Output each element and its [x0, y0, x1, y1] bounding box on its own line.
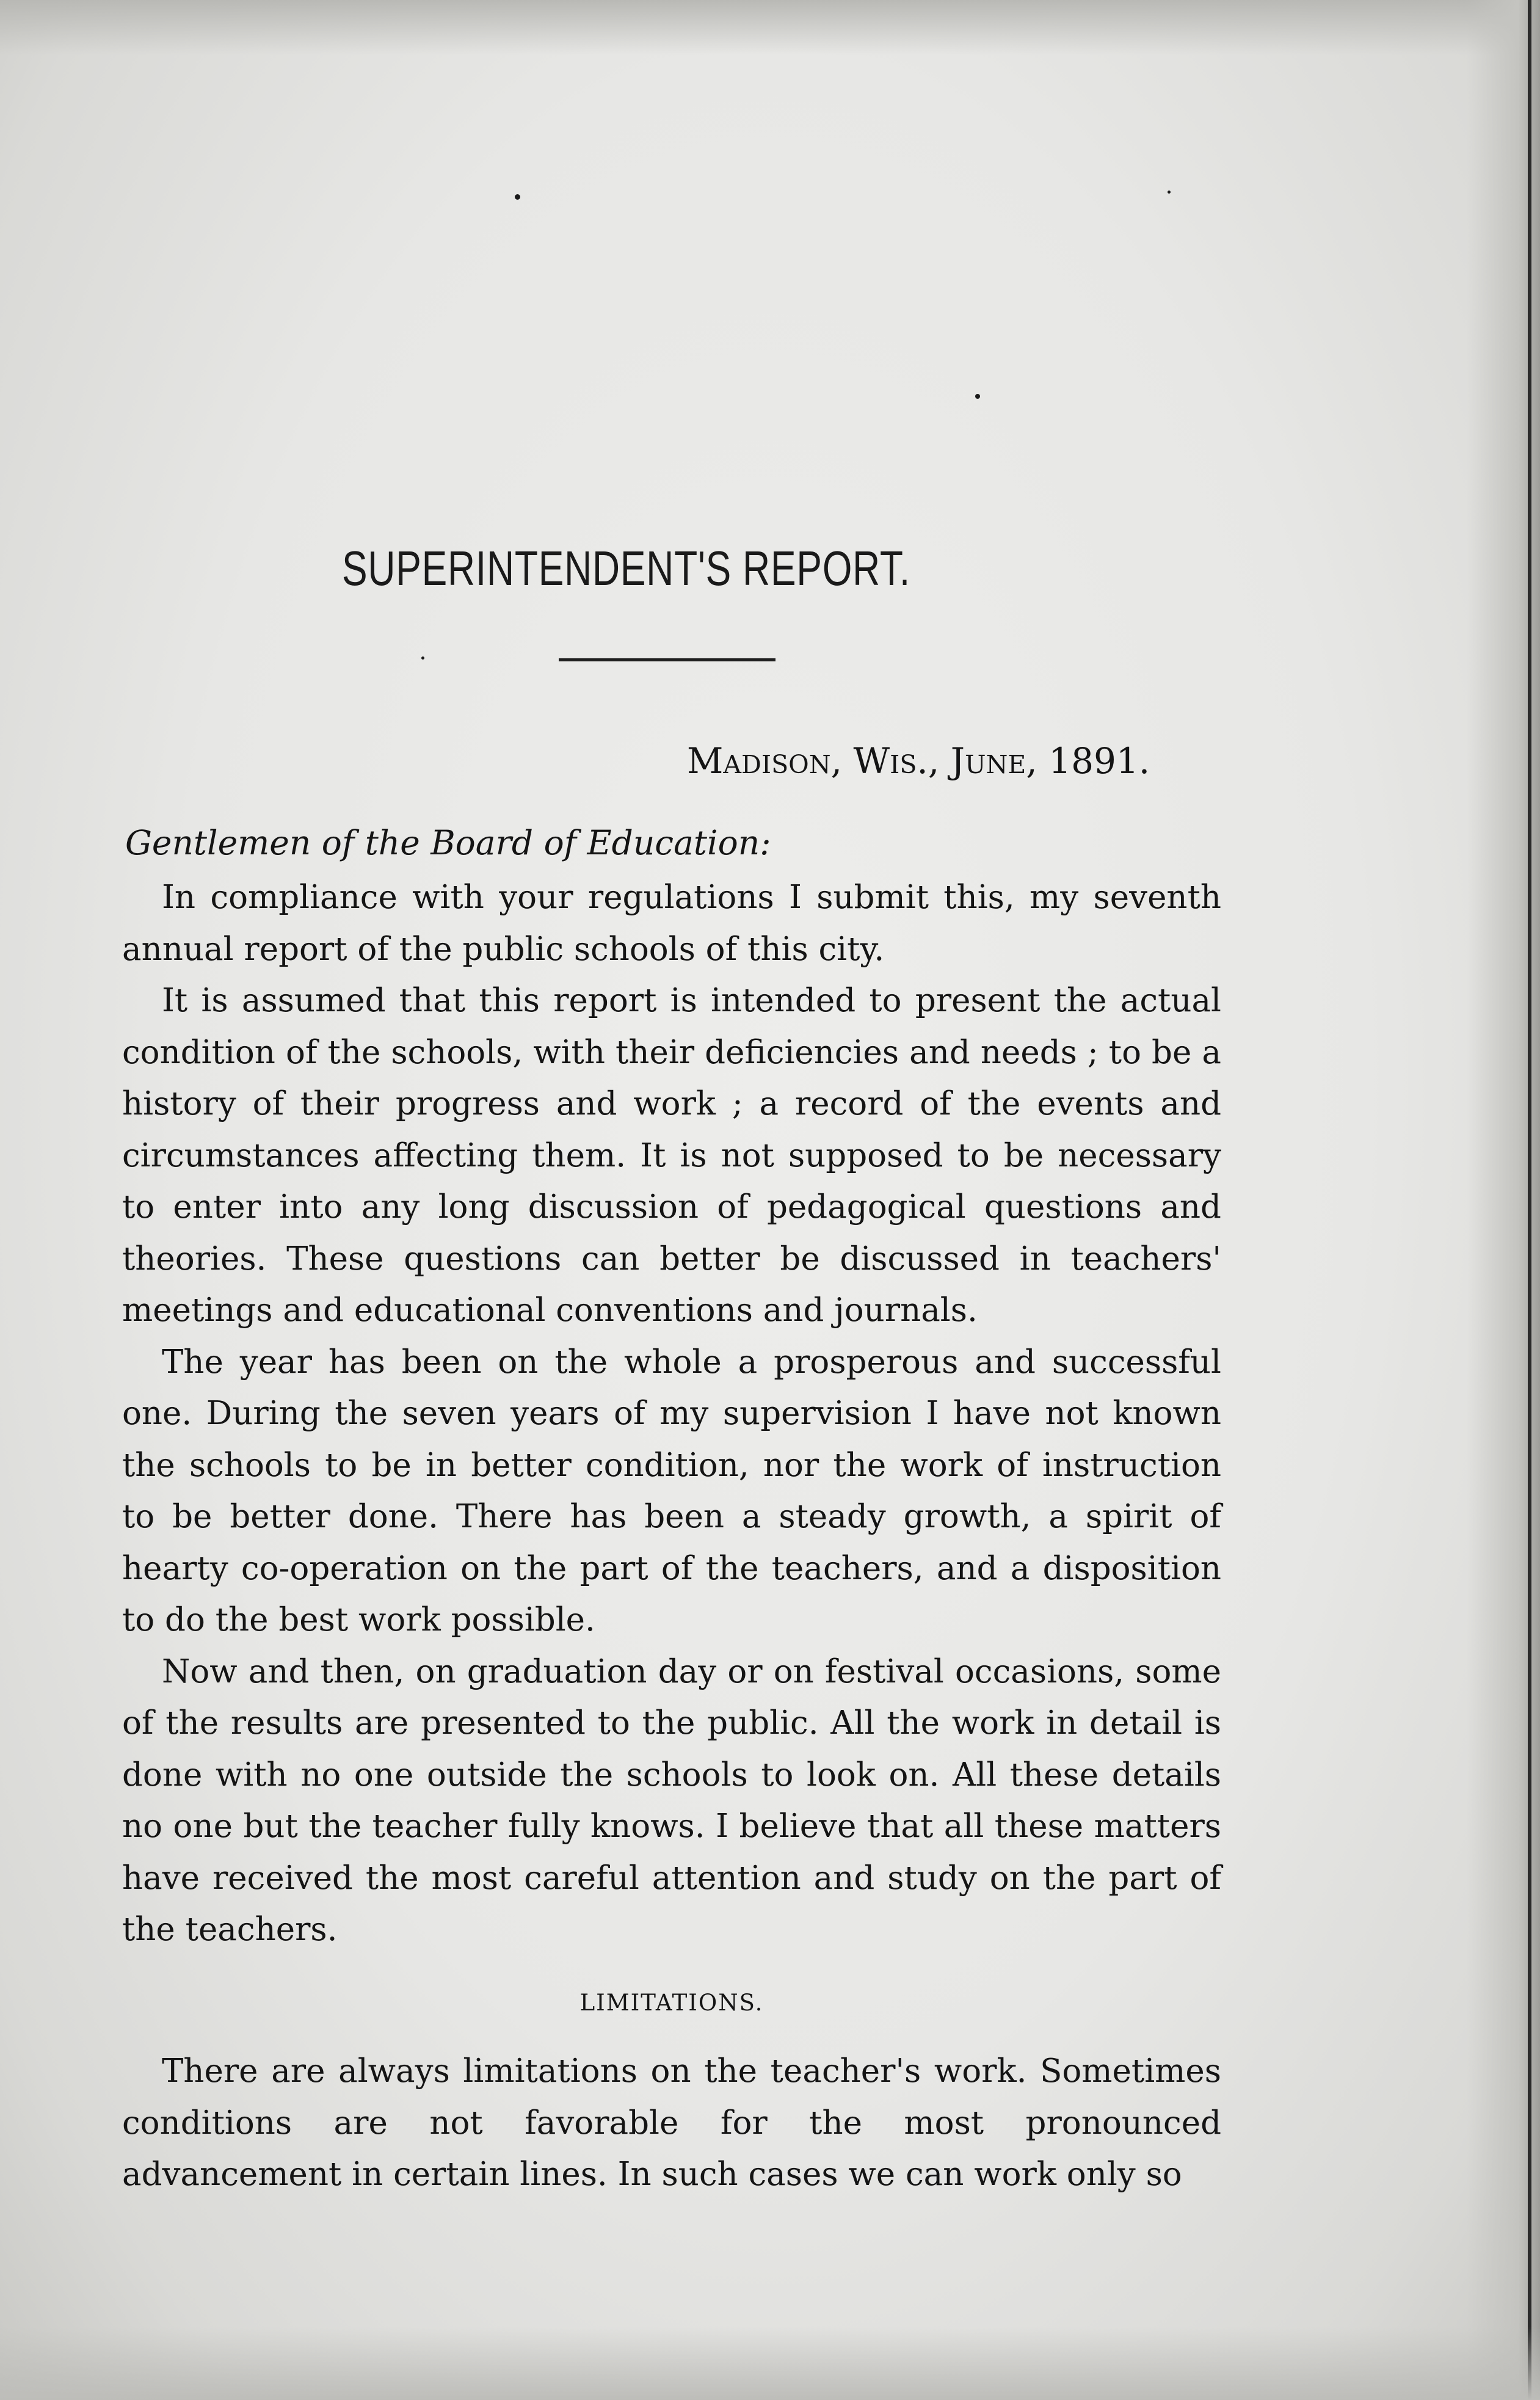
paragraph: The year has been on the whole a prosperous and successful one. During the seven years of my supervision I have not known the schools to be in better condition, nor the work of instruction to be better done. There has been a steady growth, a spirit of hearty co-operation on the part of the teachers, and a disposition to do the best work possible.	[122, 1343, 1221, 1638]
paragraph: Now and then, on graduation day or on festival occasions, some of the results are presented to the public. All the work in detail is done with no one outside the schools to look on. All these details no one but the teacher fully knows. I believe that all these matters have received the most careful attention and study on the part of the teachers.	[122, 1653, 1221, 1948]
salutation: Gentlemen of the Board of Education:	[125, 823, 771, 862]
page-title: SUPERINTENDENT'S REPORT.	[342, 541, 910, 595]
page-bottom-shadow	[0, 2327, 1540, 2400]
page-binding-edge	[1528, 0, 1531, 2400]
scan-speck	[1168, 191, 1171, 194]
page-top-shadow	[0, 0, 1540, 55]
section-heading: LIMITATIONS.	[579, 1990, 764, 2016]
scan-speck	[975, 394, 980, 399]
section-body	[122, 2046, 1221, 2201]
scan-speck	[515, 194, 520, 200]
report-body	[122, 872, 1221, 1956]
scan-speck	[421, 656, 424, 660]
paragraph: It is assumed that this report is intended to present the actual condition of the schools, with their deficiencies and needs ; to be a history of their progress and work ; a record of the events and circumstances affecting them. It is not supposed to be necessary to enter into any long discussion of pedagogical questions and theories. These questions can better be discussed in teachers' meetings and educational conventions and journals.	[122, 982, 1221, 1329]
title-divider	[559, 658, 775, 661]
paragraph: In compliance with your regulations I submit this, my seventh annual report of the public schools of this city.	[122, 879, 1221, 968]
dateline: Madison, Wis., June, 1891.	[687, 740, 1150, 782]
paragraph: There are always limitations on the teacher's work. Sometimes conditions are not favorable for the most pronounced advancement in certain lines. In such cases we can work only so	[122, 2053, 1221, 2193]
